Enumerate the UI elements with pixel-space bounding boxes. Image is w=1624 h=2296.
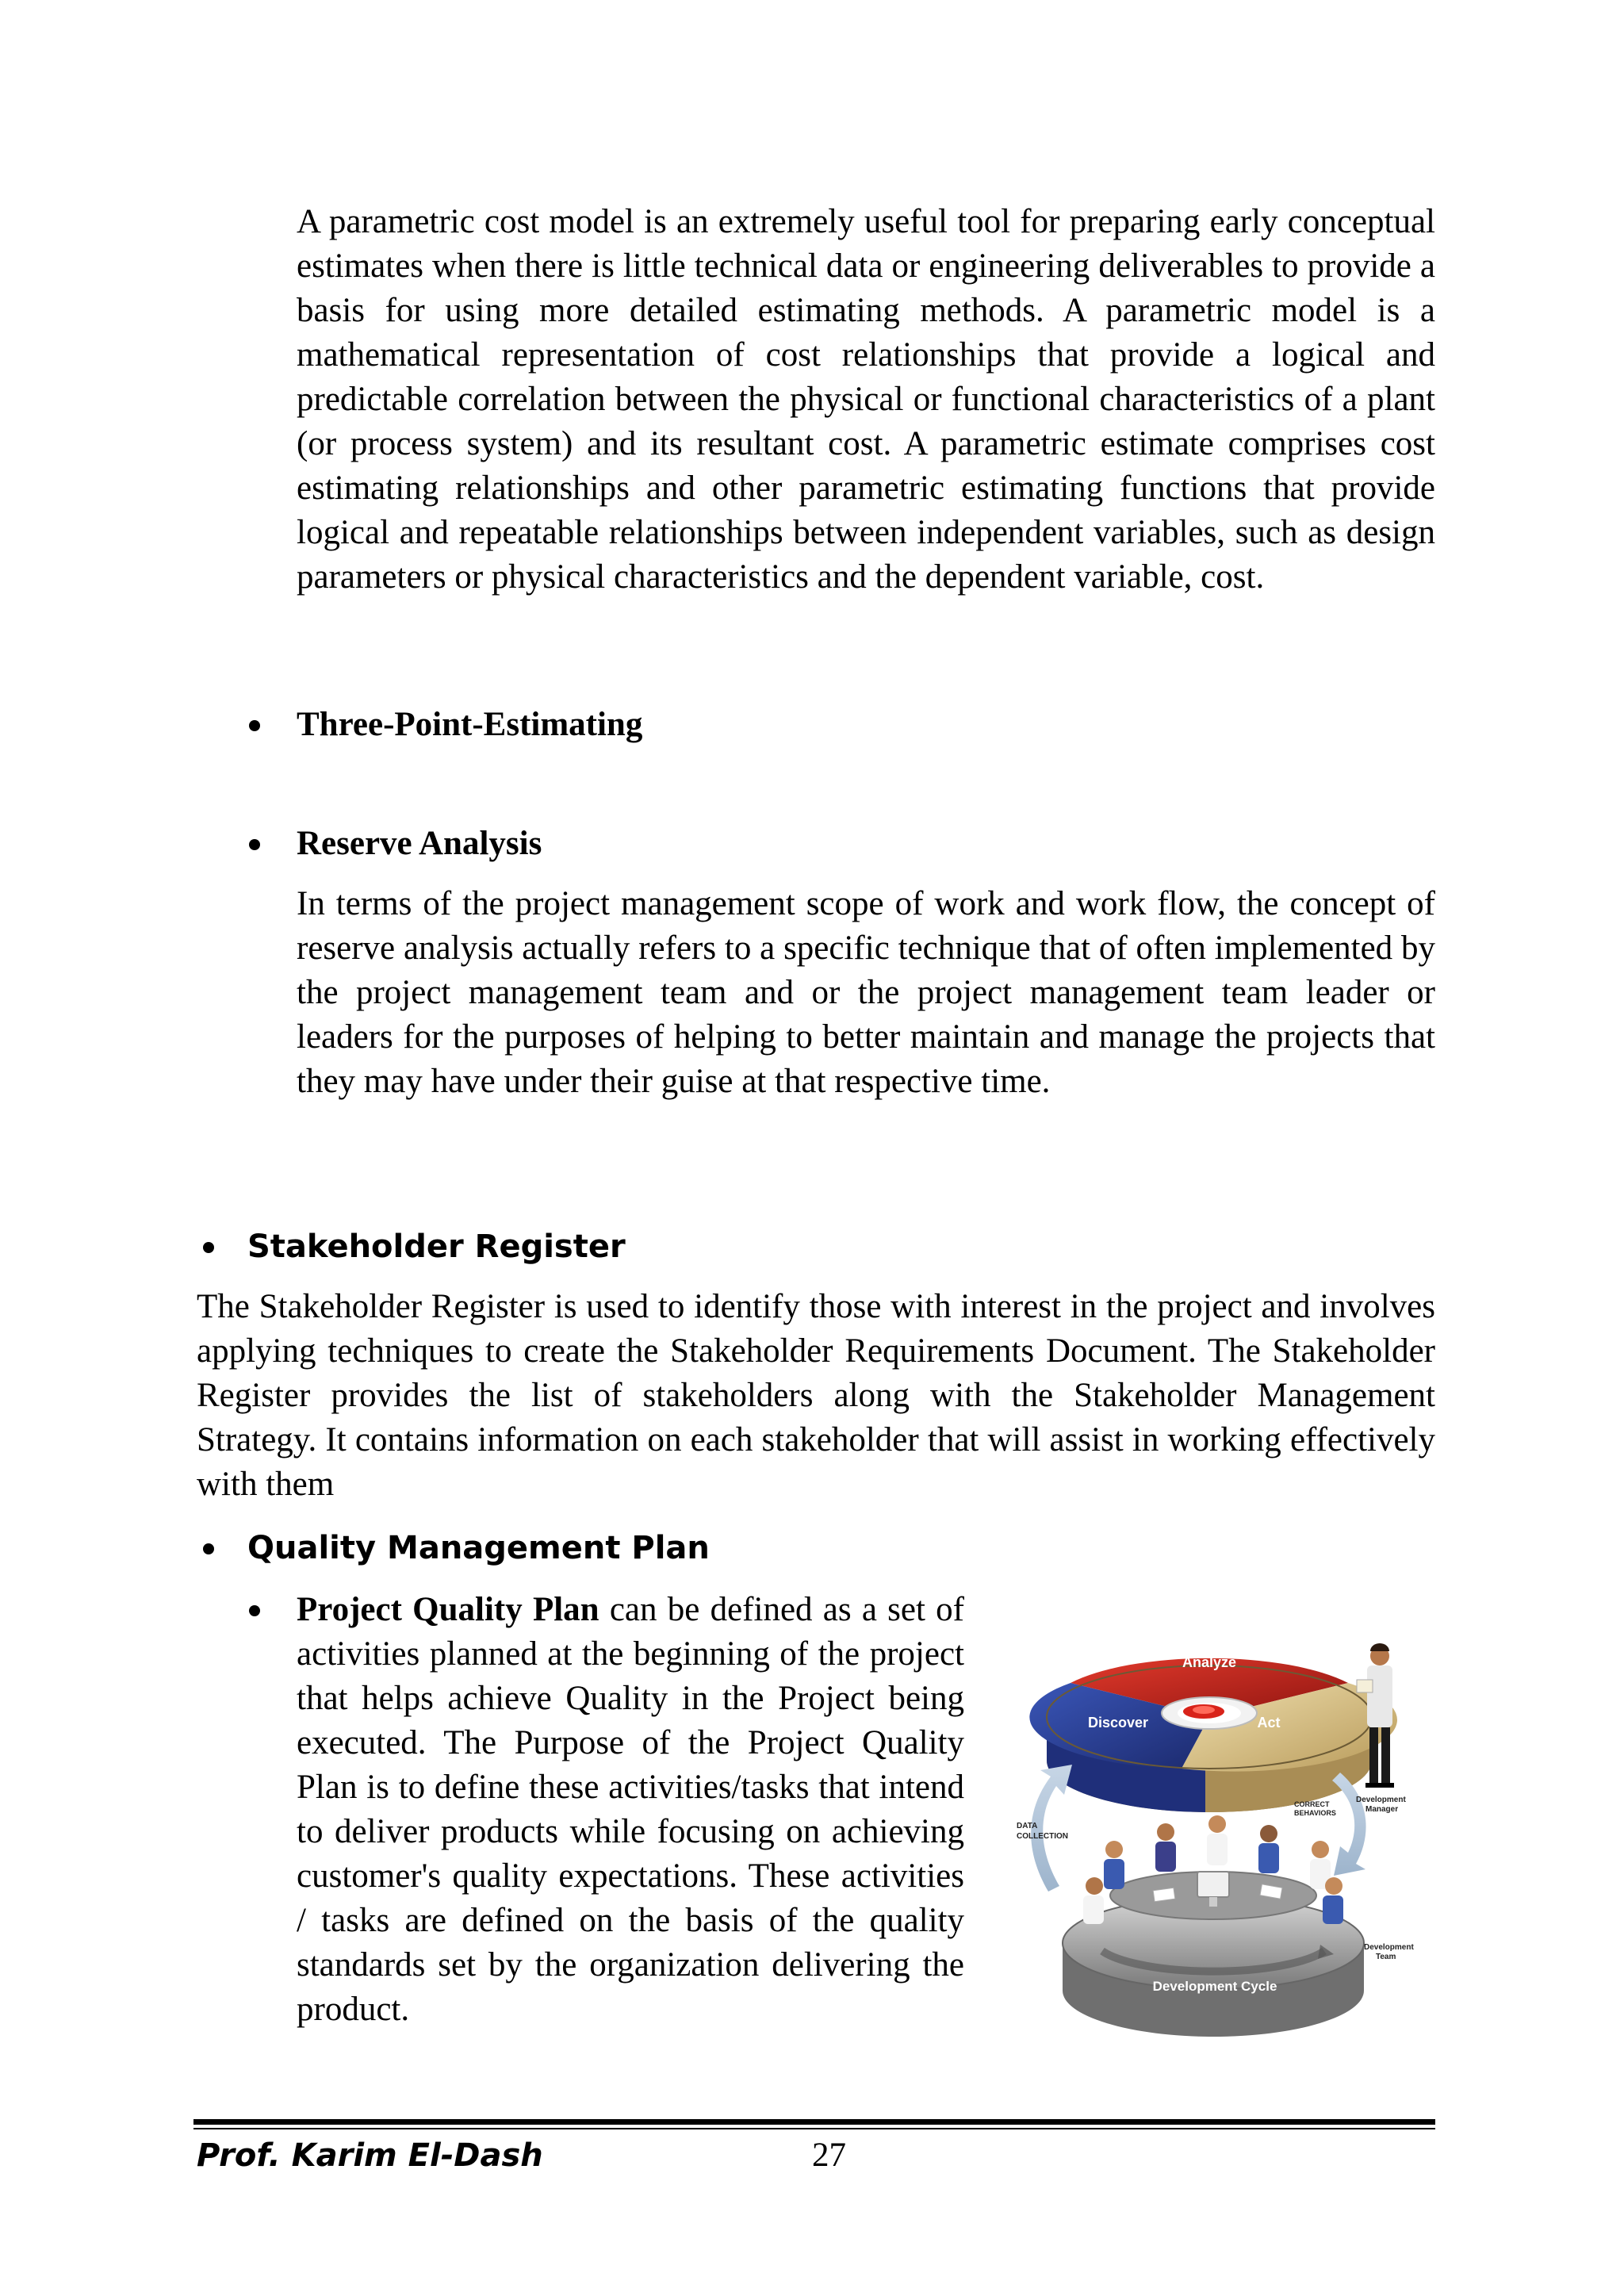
data-collection-label-2: COLLECTION bbox=[1017, 1832, 1068, 1841]
correct-behaviors-label: CORRECT bbox=[1294, 1800, 1330, 1808]
development-team-label-2: Team bbox=[1376, 1953, 1396, 1961]
act-label: Act bbox=[1257, 1715, 1281, 1731]
reserve-heading: Reserve Analysis bbox=[297, 825, 542, 862]
footer-author: Prof. Karim El-Dash bbox=[197, 2137, 543, 2174]
stakeholder-paragraph: The Stakeholder Register is used to identify those with interest in the project and involves applying techniques to create the Stakeholder Requirements Document. The Stakeholder Register provides the list of stakeholders along with the Stakeholder Management Strategy. It contains information on each stakeholder that will assist in working effectively with them bbox=[197, 1288, 1435, 1503]
stakeholder-heading: Stakeholder Register bbox=[247, 1228, 626, 1265]
quality-plan-term: Project Quality Plan bbox=[297, 1591, 599, 1628]
quality-plan-paragraph bbox=[297, 1588, 964, 2032]
footer-divider-thin bbox=[193, 2128, 1435, 2129]
development-cycle-label: Development Cycle bbox=[1152, 1979, 1277, 1994]
footer-divider bbox=[193, 2119, 1435, 2125]
quality-cycle-illustration bbox=[1007, 1634, 1435, 2046]
analyze-label: Analyze bbox=[1182, 1654, 1237, 1670]
development-team-label: Development bbox=[1364, 1943, 1414, 1952]
discover-label: Discover bbox=[1087, 1715, 1149, 1731]
page-number: 27 bbox=[812, 2137, 846, 2174]
intro-paragraph: A parametric cost model is an extremely useful tool for preparing early conceptual estimates when there is little technical data or engineering deliverables to provide a basis for using more detailed estimating methods. A parametric model is a mathematical representation of cost relationships that provide a logical and predictable correlation between the physical or functional characteristics of a plant (or process system) and its resultant cost. A parametric estimate comprises cost estimating relationships and other parametric estimating functions that provide logical and repeatable relationships between independent variables, such as design parameters or physical characteristics and the dependent variable, cost. bbox=[297, 203, 1435, 596]
bullet-dot bbox=[249, 720, 260, 731]
data-collection-label: DATA bbox=[1017, 1822, 1038, 1830]
development-manager-label: Development bbox=[1356, 1796, 1406, 1804]
bullet-dot bbox=[249, 839, 260, 850]
quality-heading: Quality Management Plan bbox=[247, 1530, 710, 1566]
correct-behaviors-label-2: BEHAVIORS bbox=[1294, 1809, 1336, 1817]
quality-plan-body: can be defined as a set of activities planned at the beginning of the project that helps achieve Quality in the Project being executed. The Purpose of the Project Quality Plan is to define these activities/tasks that intend to deliver products while focusing on achieving customer's quality expectations. These activities / tasks are defined on the basis of the quality standards set by the organization delivering the product. bbox=[297, 1591, 965, 2028]
bullet-dot bbox=[249, 1605, 260, 1616]
bullet-dot bbox=[203, 1543, 214, 1554]
computer-monitor bbox=[1197, 1872, 1229, 1897]
reserve-paragraph: In terms of the project management scope of work and work flow, the concept of reserve analysis actually refers to a specific technique that of often implemented by the project management team and or the project management team leader or leaders for the purposes of helping to better maintain and manage the projects that they may have under their guise at that respective time. bbox=[297, 885, 1435, 1100]
development-manager-label-2: Manager bbox=[1365, 1805, 1399, 1814]
three-point-heading: Three-Point-Estimating bbox=[297, 706, 643, 743]
bullet-dot bbox=[203, 1242, 214, 1253]
